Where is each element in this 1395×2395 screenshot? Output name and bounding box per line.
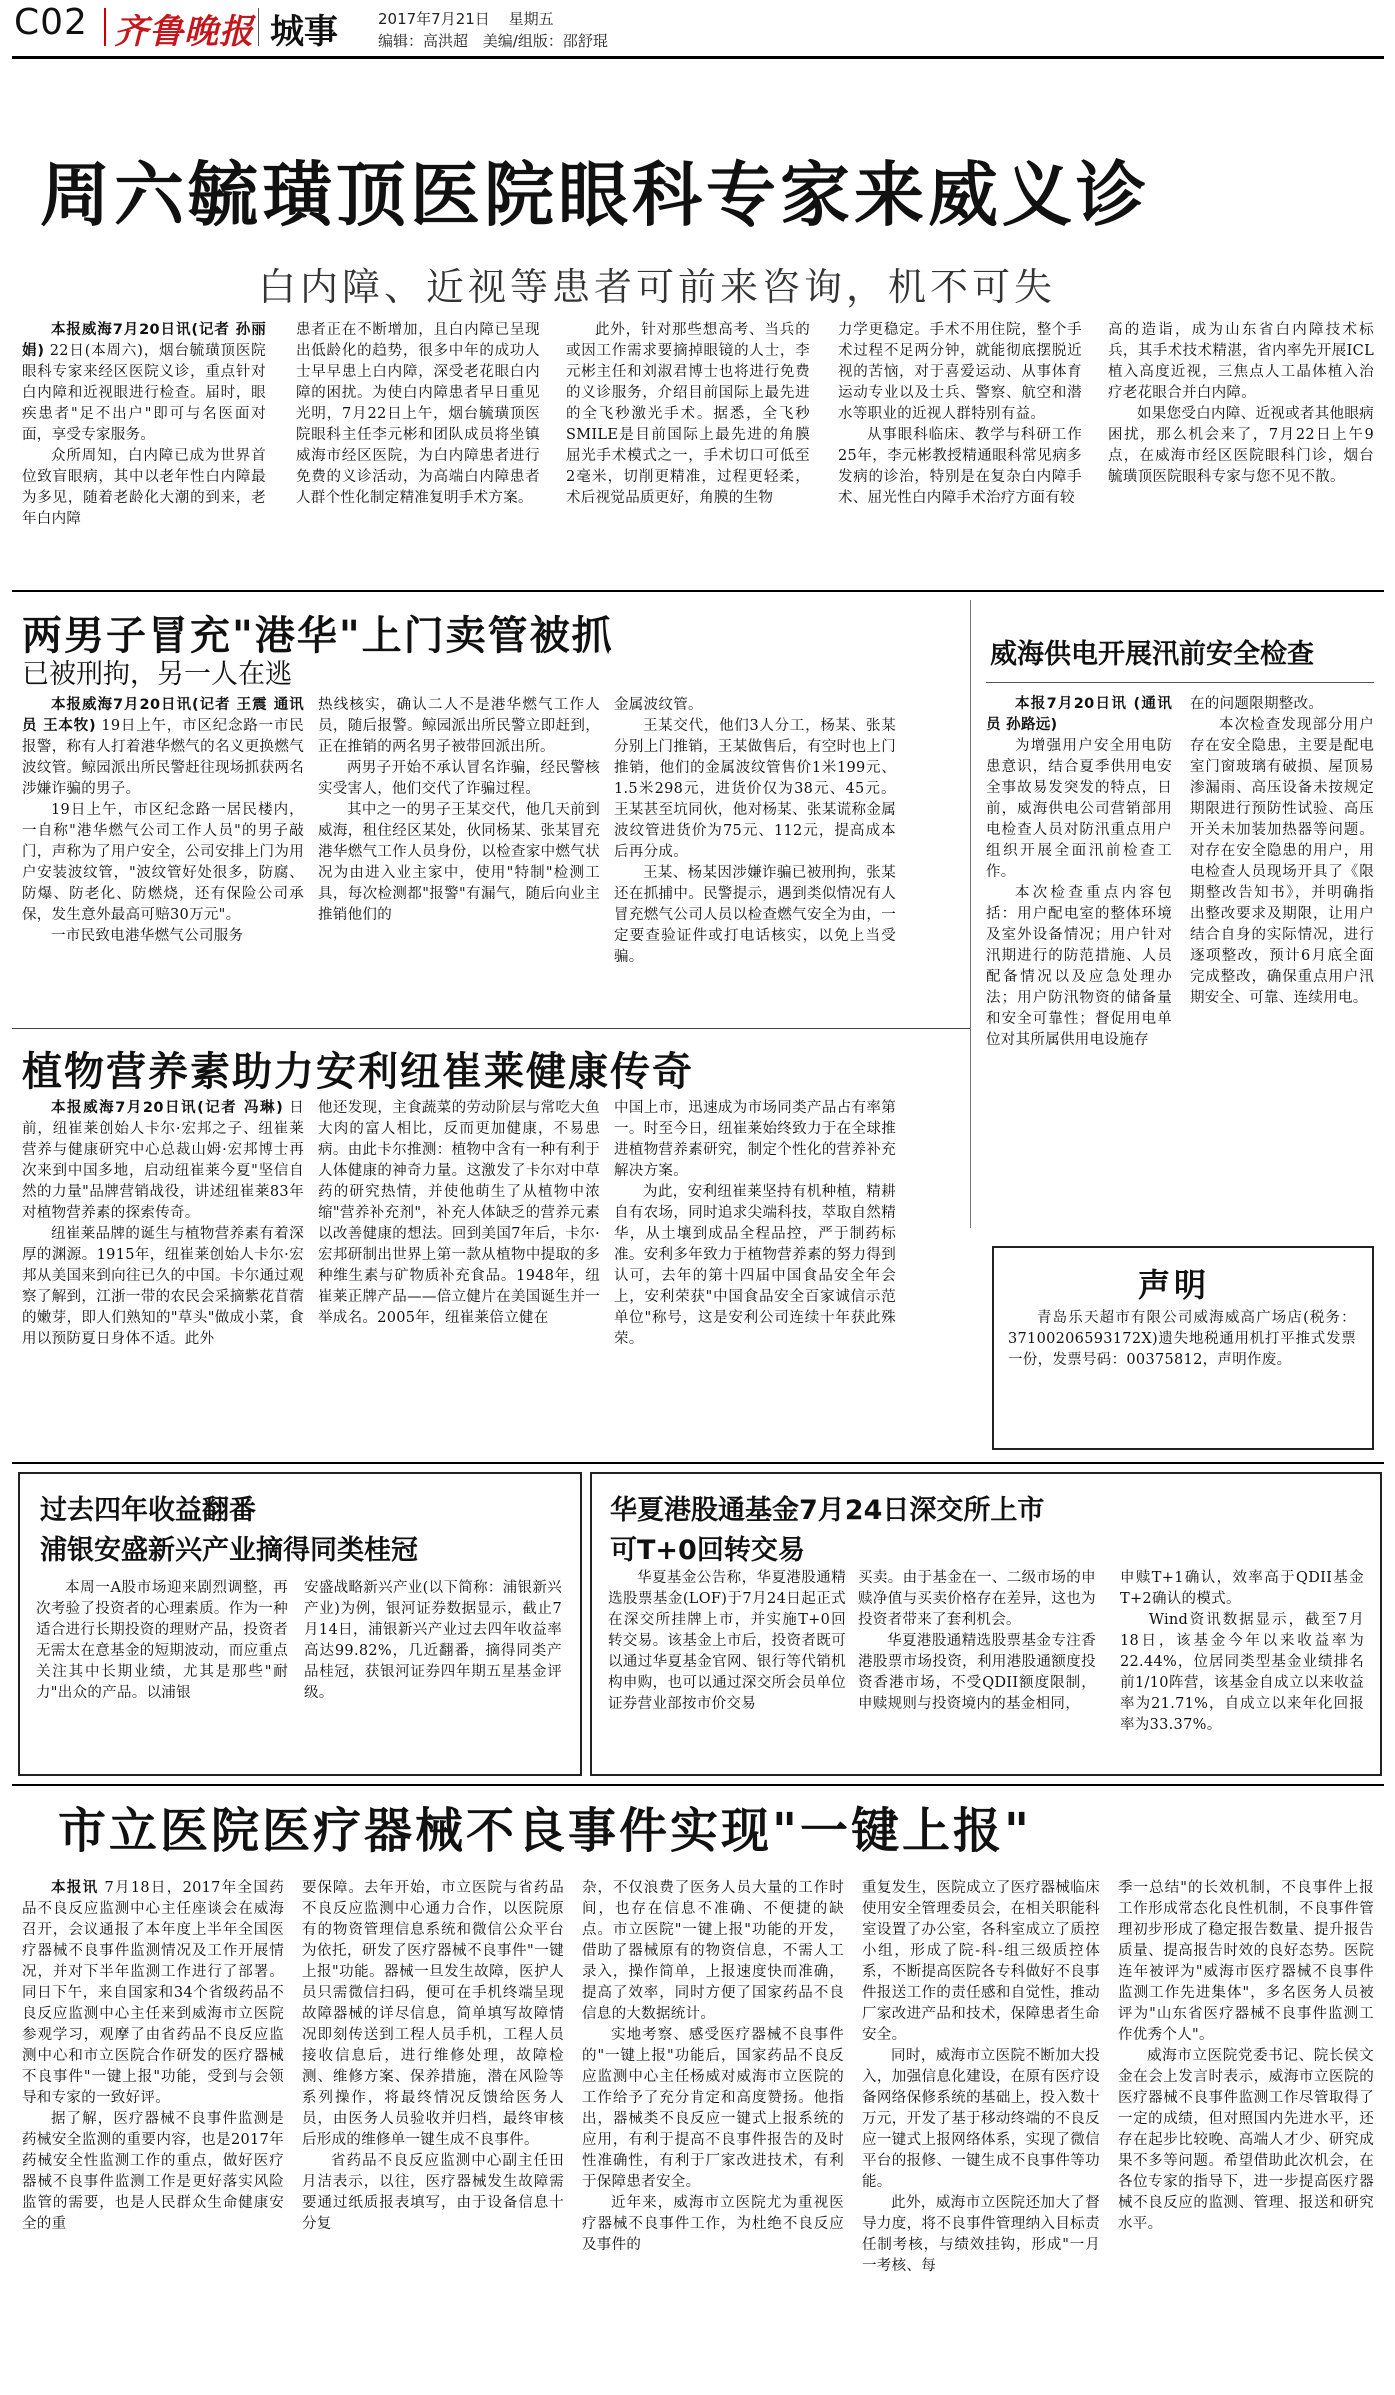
article4-para5: 为此，安利纽崔莱坚持有机种植，精耕自有农场，同时追求尖端科技，萃取自然精华，从土壤到成品全程品控，严于制药标准。安利多年致力于植物营养素的努力得到认可，去年的第十四届中国食品安全年会上，安利荣获"中国食品安全百家诚信示范单位"称号，这是安利公司连续十年获此殊荣。: [614, 1184, 896, 1347]
article7-col4: [862, 1878, 1100, 2388]
article1-para1: 22日(本周六)，烟台毓璜顶医院眼科专家来经区医院义诊，重点针对白内障和近视眼进行检查。届时，眼疾患者"足不出户"即可与名医面对面，享受专家服务。: [22, 343, 266, 443]
article2-para3: 一市民致电港华燃气公司服务: [51, 928, 244, 944]
paper-logo: 齐鲁晚报: [114, 12, 254, 52]
masthead-divider-2: [258, 8, 259, 46]
article7-para10: 此外，威海市立医院还加大了督导力度，将不良事件管理纳入目标责任制考核，与绩效挂钩，形成"一月一考核、每: [862, 2195, 1100, 2274]
article1-para3: 患者正在不断增加，且白内障已呈现出低龄化的趋势，很多中年的成功人士早早患上白内障，深受老花眼白内障的困扰。为使白内障患者早日重见光明，7月22日上午，烟台毓璜顶医院眼科主任李元彬和团队成员将坐镇威海市经区医院，为白内障患者进行免费的义诊活动，为高端白内障患者人群个性化制定精准复明手术方案。: [296, 322, 540, 506]
article1-col1: [22, 320, 266, 578]
article2-col1: [22, 695, 304, 1019]
article1-col2: [296, 320, 540, 578]
article7-para8: 重复发生，医院成立了医疗器械临床使用安全管理委员会，在相关职能科室设置了办公室，各科室成立了质控小组，形成了院-科-组三级质控体系，不断提高医院各专科做好不良事件报送工作的责任感和自觉性，推动厂家改进产品和技术，保障患者生命安全。: [862, 1880, 1100, 2043]
article5-subtitle: 浦银安盛新兴产业摘得同类桂冠: [40, 1535, 418, 1566]
article6-subtitle: 可T+0回转交易: [610, 1535, 805, 1566]
article3-dateline: 本报7月20日讯 (通讯员 孙路远): [986, 696, 1172, 733]
article3-para2: 本次检查重点内容包括：用户配电室的整体环境及室外设备情况；用户针对汛期进行的防范措施、人员配备情况以及应急处理办法；用户防汛物资的储备量和安全可靠性；督促用电单位对其所属供用电设施存: [986, 885, 1172, 1048]
article1-col3: [566, 320, 810, 578]
article6-para3: 华夏港股通精选股票基金专注香港股票市场投资，利用港股通额度投资香港市场，不受QDII额度限制，申赎规则与投资境内的基金相同，: [858, 1633, 1096, 1712]
article6-para2: 买卖。由于基金在一、二级市场的申赎净值与买卖价格存在差异，这也为投资者带来了套利机会。: [858, 1570, 1096, 1628]
article6-col1: [608, 1568, 846, 1764]
article7-para5: 杂，不仅浪费了医务人员大量的工作时间，也存在信息不准确、不便捷的缺点。市立医院"一键上报"功能的开发，借助了器械原有的物资信息，不需人工录入，操作简单，上报速度快而准确，提高了效率，同时方便了国家药品不良信息的大数据统计。: [582, 1880, 844, 2022]
article2-para6: 其中之一的男子王某交代，他几天前到威海，租住经区某处，伙同杨某、张某冒充港华燃气工作人员身份，以检查家中燃气状况为由进入业主家中，使用"特制"检测工具，每次检测都"报警"有漏气，随后向业主推销他们的: [318, 802, 600, 923]
article2-title: 两男子冒充"港华"上门卖管被抓: [22, 613, 614, 659]
article7-col5: [1118, 1878, 1374, 2388]
article4-para1: 日前，纽崔莱创始人卡尔·宏邦之子、纽崔莱营养与健康研究中心总裁山姆·宏邦博士再次来到中国多地，启动纽崔莱今夏"坚信自然的力量"品牌营销战役，讲述纽崔莱83年对植物营养素的探索传奇。: [22, 1100, 304, 1221]
article7-para4: 省药品不良反应监测中心副主任田月洁表示，以往，医疗器械发生故障需要通过纸质报表填写，由于设备信息十分复: [302, 2153, 564, 2232]
notice-body: [1008, 1308, 1356, 1434]
article2-para2: 19日上午，市区纪念路一居民楼内，一自称"港华燃气公司工作人员"的男子敲门，声称为了用户安全，公司安排上门为用户安装波纹管，"波纹管好处很多，防腐、防爆、防老化、防燃烧，还有保险公司承保，发生意外最高可赔30万元"。: [22, 802, 304, 923]
article2-para9: 王某、杨某因涉嫌诈骗已被刑拘，张某还在抓捕中。民警提示，遇到类似情况有人冒充燃气公司人员以检查燃气安全为由，一定要查验证件或打电话核实，以免上当受骗。: [614, 865, 896, 965]
article7-para12: 威海市立医院党委书记、院长侯文金在会上发言时表示，威海市立医院的医疗器械不良事件监测工作尽管取得了一定的成绩，但对照国内先进水平，还存在起步比较晚、高端人才少、研究成果不多等问题。希望借助此次机会，在各位专家的指导下，进一步提高医疗器械不良反应的监测、管理、报送和研究水平。: [1118, 2048, 1374, 2232]
article3-rule: [986, 682, 1374, 683]
date-text: 2017年7月21日: [378, 10, 490, 28]
article4-para2: 纽崔莱品牌的诞生与植物营养素有着深厚的渊源。1915年，纽崔莱创始人卡尔·宏邦从美国来到向往已久的中国。卡尔通过观察了解到，江浙一带的农民会采摘紫花苜蓿的嫩芽，即人们熟知的"草头"做成小菜，食用以预防夏日身体不适。此外: [22, 1226, 304, 1347]
article1-dateline: 本报威海7月20日讯(记者 孙丽娟): [22, 322, 266, 359]
column-divider-right: [970, 600, 971, 1228]
article2-para4: 热线核实，确认二人不是港华燃气工作人员，随后报警。鲸园派出所民警立即赶到，正在推销的两名男子被带回派出所。: [318, 697, 600, 755]
article7-para2: 据了解，医疗器械不良事件监测是药械安全监测的重要内容，也是2017年药械安全性监测工作的重点，做好医疗器械不良事件监测工作是更好落实风险监管的需要，也是人民群众生命健康安全的重: [22, 2111, 284, 2232]
article3-para1: 为增强用户安全用电防患意识，结合夏季供用电安全事故易发突发的特点，日前，威海供电公司营销部用电检查人员对防汛重点用户组织开展全面汛前检查工作。: [986, 738, 1172, 880]
staff-credits: [378, 30, 608, 51]
article2-col3: [614, 695, 896, 1019]
rule-4: [12, 1784, 1384, 1786]
article1-title: 周六毓璜顶医院眼科专家来威义诊: [40, 154, 1150, 236]
article4-para4: 中国上市，迅速成为市场同类产品占有率第一。时至今日，纽崔莱始终致力于在全球推进植物营养素研究，制定个性化的营养补充解决方案。: [614, 1100, 896, 1179]
article3-para3: 在的问题限期整改。: [1190, 696, 1324, 712]
article4-title: 植物营养素助力安利纽崔莱健康传奇: [22, 1049, 694, 1095]
article6-title: 华夏港股通基金7月24日深交所上市: [610, 1495, 1045, 1526]
article7-para11: 季一总结"的长效机制，不良事件上报工作形成常态化良性机制，不良事件管理初步形成了稳定报告数量、提升报告质量、提高报告时效的良好态势。医院连年被评为"威海市医疗器械不良事件监测工作先进集体"，多名医务人员被评为"山东省医疗器械不良事件监测工作优秀个人"。: [1118, 1880, 1374, 2043]
article7-para7: 近年来，威海市立医院尤为重视医疗器械不良事件工作，为杜绝不良反应及事件的: [582, 2195, 844, 2253]
article4-para3: 他还发现，主食蔬菜的劳动阶层与常吃大鱼大肉的富人相比，反而更加健康，不易患病。由此卡尔推测：植物中含有一种有利于人体健康的神奇力量。这激发了卡尔对中草药的研究热情，并使他萌生了从植物中浓缩"营养补充剂"，补充人体缺乏的营养元素以改善健康的想法。回到美国7年后，卡尔·宏邦研制出世界上第一款从植物中提取的多种维生素与矿物质补充食品。1948年，纽崔莱正牌产品——倍立健片在美国诞生并一举成名。2005年，纽崔莱倍立健在: [318, 1100, 600, 1326]
article7-col1: [22, 1878, 284, 2388]
masthead-divider: [104, 8, 106, 46]
article4-col3: [614, 1098, 896, 1460]
article6-col3: [1120, 1568, 1364, 1764]
article4-dateline: 本报威海7月20日讯(记者 冯琳): [51, 1100, 284, 1116]
article1-col4: [838, 320, 1082, 578]
article5-para2: 安盛战略新兴产业(以下简称：浦银新兴产业)为例，银河证券数据显示，截止7月14日，浦银新兴产业过去四年收益率高达99.82%，几近翻番，摘得同类产品桂冠，获银河证券四年期五星基金评级。: [304, 1580, 562, 1701]
rule-3: [12, 1462, 1384, 1464]
weekday-text: 星期五: [508, 10, 554, 28]
rule-1: [12, 590, 1384, 592]
editor-credit: 编辑：高洪超: [378, 32, 469, 50]
article2-para8: 王某交代，他们3人分工，杨某、张某分别上门推销，王某做售后，有空时也上门推销，他们的金属波纹管售价1米199元、1.5米298元，进货价仅为38元、45元。王某甚至坑同伙，他对杨某、张某谎称金属波纹管进货价为75元、112元，提高成本后再分成。: [614, 718, 896, 860]
notice-text: 青岛乐天超市有限公司威海威高广场店(税务：37100206593172X)遗失地税通用机打平推式发票一份，发票号码：00375812，声明作废。: [1008, 1310, 1356, 1368]
article6-para1: 华夏基金公告称，华夏港股通精选股票基金(LOF)于7月24日起正式在深交所挂牌上市，并实施T+0回转交易。该基金上市后，投资者既可以通过华夏基金官网、银行等代销机构申购，也可以通过深交所会员单位证券营业部按市价交易: [608, 1570, 846, 1712]
masthead-rule: [12, 56, 1384, 59]
article2-dateline: 本报威海7月20日讯(记者 王震 通讯员 王本牧): [22, 697, 304, 734]
article1-para5: 力学更稳定。手术不用住院，整个手术过程不足两分钟，就能彻底摆脱近视的苦恼，对于喜爱运动、从事体育运动专业以及士兵、警察、航空和潜水等职业的近视人群特别有益。: [838, 322, 1082, 422]
article5-col1: [36, 1578, 288, 1764]
article5-para1: 本周一A股市场迎来剧烈调整，再次考验了投资者的心理素质。作为一种适合进行长期投资的理财产品，投资者无需太在意基金的短期波动，而应重点关注其中长期业绩，尤其是那些"耐力"出众的产品。以浦银: [36, 1580, 288, 1701]
article7-col2: [302, 1878, 564, 2388]
article6-para4: 申赎T+1确认，效率高于QDII基金T+2确认的模式。: [1120, 1570, 1364, 1607]
article5-col2: [304, 1578, 562, 1764]
article3-col2: [1190, 694, 1374, 1202]
article2-para5: 两男子开始不承认冒名诈骗，经民警核实受害人，他们交代了诈骗过程。: [318, 760, 600, 797]
article1-para8: 如果您受白内障、近视或者其他眼病困扰，那么机会来了，7月22日上午9点，在威海市经区医院眼科门诊，烟台毓璜顶医院眼科专家与您不见不散。: [1108, 406, 1374, 485]
notice-title: 声明: [1138, 1266, 1211, 1304]
page-number: C02: [14, 2, 88, 43]
section-name: 城事: [270, 12, 338, 52]
article6-para5: Wind资讯数据显示，截至7月18日，该基金今年以来收益率为22.44%，位居同类型基金业绩排名前1/10阵营，该基金自成立以来收益率为21.71%，自成立以来年化回报率为33.37%。: [1120, 1612, 1364, 1733]
article4-col1: [22, 1098, 304, 1460]
article1-col5: [1108, 320, 1374, 578]
article3-col1: [986, 694, 1172, 1202]
designer-credit: 美编/组版：邵舒琨: [482, 32, 608, 50]
article7-dateline: 本报讯: [51, 1880, 99, 1896]
article2-para7: 金属波纹管。: [614, 697, 703, 713]
article3-title: 威海供电开展汛前安全检查: [990, 639, 1314, 670]
article7-col3: [582, 1878, 844, 2388]
article5-title: 过去四年收益翻番: [40, 1495, 256, 1526]
article7-para6: 实地考察、感受医疗器械不良事件的"一键上报"功能后，国家药品不良反应监测中心主任杨威对威海市立医院的工作给予了充分肯定和高度赞扬。他指出，器械类不良反应一键式上报系统的应用，有利于提高不良事件报告的及时性准确性，有利于厂家改进技术，有利于保障患者安全。: [582, 2027, 844, 2190]
issue-date: [378, 8, 554, 29]
article7-para1: 7月18日，2017年全国药品不良反应监测中心主任座谈会在威海召开，会议通报了本年度上半年全国医疗器械不良事件监测情况及工作开展情况，并对下半年监测工作进行了部署。同日下午，来自国家和34个省级药品不良反应监测中心主任来到威海市立医院参观学习，观摩了由省药品不良反应监测中心和市立医院合作研发的医疗器械不良事件"一键上报"功能，受到与会领导和专家的一致好评。: [22, 1880, 284, 2106]
article7-para3: 要保障。去年开始，市立医院与省药品不良反应监测中心通力合作，以医院原有的物资管理信息系统和微信公众平台为依托，研发了医疗器械不良事件"一键上报"功能。器械一旦发生故障，医护人员只需微信扫码，便可在手机终端呈现故障器械的详尽信息，简单填写故障情况即刻传送到工程人员手机，工程人员接收信息后，进行维修处理，故障检测、维修方案、保养措施，潜在风险等系列操作，将最终情况反馈给医务人员，由医务人员验收并归档，最终审核后形成的维修单一键生成不良事件。: [302, 1880, 564, 2148]
article1-subtitle: 白内障、近视等患者可前来咨询，机不可失: [258, 265, 1057, 309]
article2-col2: [318, 695, 600, 1019]
article2-para1: 19日上午，市区纪念路一市民报警，称有人打着港华燃气的名义更换燃气波纹管。鲸园派出所民警赶往现场抓获两名涉嫌诈骗的男子。: [22, 718, 304, 797]
article1-para2: 众所周知，白内障已成为世界首位致盲眼病，其中以老年性白内障最为多见，随着老龄化大潮的到来，老年白内障: [22, 448, 266, 527]
article1-para6: 从事眼科临床、教学与科研工作25年，李元彬教授精通眼科常见病多发病的诊治，特别是在复杂白内障手术、屈光性白内障手术治疗方面有较: [838, 427, 1082, 506]
article2-subtitle: 已被刑拘，另一人在逃: [22, 659, 292, 690]
article1-para7: 高的造诣，成为山东省白内障技术标兵，其手术技术精湛，省内率先开展ICL植入高度近视，三焦点人工晶体植入治疗老花眼合并白内障。: [1108, 322, 1374, 401]
article4-col2: [318, 1098, 600, 1460]
article7-para9: 同时，威海市立医院不断加大投入，加强信息化建设，在原有医疗设备网络保修系统的基础上，投入数十万元，开发了基于移动终端的不良反应一键式上报网络体系，实现了微信平台的报修、一键生成不良事件等功能。: [862, 2048, 1100, 2190]
article3-para4: 本次检查发现部分用户存在安全隐患，主要是配电室门窗玻璃有破损、屋顶易渗漏雨、高压设备未按规定期限进行预防性试验、高压开关未加装加热器等问题。对存在安全隐患的用户，用电检查人员现场开具了《限期整改告知书》，并明确指出整改要求及期限，让用户结合自身的实际情况，进行逐项整改，预计6月底全面完成整改，确保重点用户汛期安全、可靠、连续用电。: [1190, 717, 1374, 1006]
article7-title: 市立医院医疗器械不良事件实现"一键上报": [58, 1803, 1033, 1859]
rule-2: [12, 1028, 970, 1029]
article6-col2: [858, 1568, 1096, 1764]
article1-para4: 此外，针对那些想高考、当兵的或因工作需求要摘掉眼镜的人士，李元彬主任和刘淑君博士也将进行免费的义诊服务，介绍目前国际上最先进的全飞秒激光手术。据悉，全飞秒SMILE是目前国际上最先进的角膜屈光手术模式之一，手术切口可低至2毫米，切削更精准，过程更轻柔，术后视觉品质更好，角膜的生物: [566, 322, 810, 506]
